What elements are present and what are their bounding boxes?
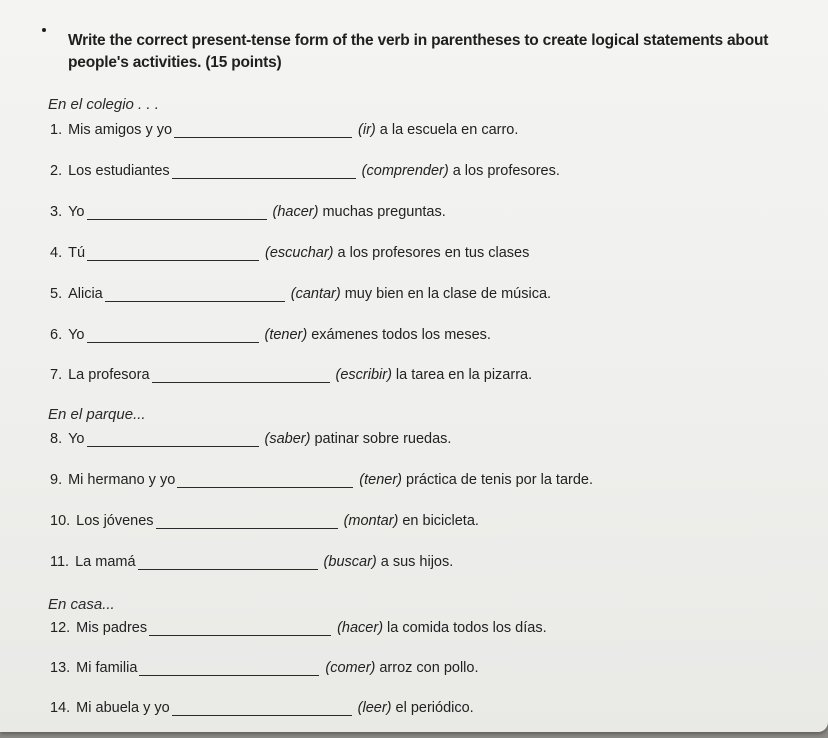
item-number: 13. bbox=[50, 660, 71, 676]
item-rest: muchas preguntas. bbox=[322, 204, 446, 220]
item-rest: a sus hijos. bbox=[380, 554, 454, 570]
item-verb: (montar) bbox=[343, 513, 399, 529]
list-item bbox=[50, 367, 532, 387]
item-subject: Mi familia bbox=[76, 660, 138, 676]
item-rest: a la escuela en carro. bbox=[379, 122, 519, 138]
list-item bbox=[50, 554, 453, 574]
item-number: 5. bbox=[50, 286, 63, 302]
item-rest: muy bien en la clase de música. bbox=[344, 286, 552, 302]
item-verb: (tener) bbox=[264, 327, 308, 343]
item-number: 12. bbox=[50, 620, 71, 636]
item-rest: exámenes todos los meses. bbox=[311, 327, 491, 343]
item-number: 4. bbox=[50, 245, 63, 261]
item-subject: Mis padres bbox=[76, 620, 148, 636]
item-subject: Los jóvenes bbox=[76, 513, 154, 529]
item-verb: (buscar) bbox=[323, 554, 377, 570]
item-verb: (leer) bbox=[357, 700, 392, 716]
item-number: 3. bbox=[50, 204, 63, 220]
list-item bbox=[50, 513, 479, 533]
answer-blank[interactable] bbox=[87, 432, 259, 447]
item-rest: práctica de tenis por la tarde. bbox=[406, 472, 593, 488]
list-item bbox=[50, 286, 551, 306]
list-item bbox=[50, 327, 491, 347]
item-subject: Mi abuela y yo bbox=[76, 700, 170, 716]
item-number: 8. bbox=[50, 431, 63, 447]
item-subject: Mi hermano y yo bbox=[68, 472, 176, 488]
item-rest: el periódico. bbox=[395, 700, 474, 716]
item-number: 11. bbox=[50, 554, 70, 570]
item-subject: La mamá bbox=[75, 554, 136, 570]
answer-blank[interactable] bbox=[87, 205, 267, 220]
item-subject: Alicia bbox=[68, 286, 103, 302]
item-subject: Tú bbox=[68, 245, 86, 261]
instructions-text: Write the correct present-tense form of the verb in parentheses to create logical statements about people's activities. (15 points) bbox=[68, 32, 769, 71]
answer-blank[interactable] bbox=[105, 287, 285, 302]
item-verb: (escuchar) bbox=[265, 245, 334, 261]
list-item bbox=[50, 245, 529, 265]
list-item bbox=[50, 660, 479, 680]
item-verb: (comer) bbox=[325, 660, 376, 676]
item-subject: Mis amigos y yo bbox=[68, 122, 173, 138]
item-number: 14. bbox=[50, 700, 71, 716]
item-verb: (escribir) bbox=[335, 367, 392, 383]
item-rest: arroz con pollo. bbox=[379, 660, 479, 676]
item-verb: (saber) bbox=[264, 431, 311, 447]
item-verb: (tener) bbox=[359, 472, 402, 488]
list-item bbox=[50, 472, 593, 492]
list-item bbox=[50, 431, 451, 451]
item-verb: (cantar) bbox=[290, 286, 341, 302]
item-number: 6. bbox=[50, 327, 63, 343]
answer-blank[interactable] bbox=[87, 246, 259, 261]
list-item bbox=[50, 700, 474, 720]
section-title-casa: En casa... bbox=[48, 596, 115, 613]
item-verb: (hacer) bbox=[337, 620, 384, 636]
answer-blank[interactable] bbox=[177, 473, 353, 488]
bullet-icon bbox=[42, 28, 46, 32]
item-number: 1. bbox=[50, 122, 63, 138]
item-rest: a los profesores. bbox=[452, 163, 560, 179]
answer-blank[interactable] bbox=[172, 164, 356, 179]
item-rest: en bicicleta. bbox=[402, 513, 479, 529]
answer-blank[interactable] bbox=[152, 368, 330, 383]
item-subject: Yo bbox=[68, 327, 85, 343]
item-rest: a los profesores en tus clases bbox=[337, 245, 530, 261]
answer-blank[interactable] bbox=[138, 555, 318, 570]
item-number: 9. bbox=[50, 472, 63, 488]
item-verb: (ir) bbox=[358, 122, 376, 138]
list-item bbox=[50, 122, 518, 142]
list-item bbox=[50, 204, 446, 224]
item-rest: la comida todos los días. bbox=[387, 620, 547, 636]
item-rest: patinar sobre ruedas. bbox=[314, 431, 452, 447]
item-rest: la tarea en la pizarra. bbox=[395, 367, 533, 383]
item-subject: Los estudiantes bbox=[68, 163, 170, 179]
answer-blank[interactable] bbox=[139, 661, 319, 676]
answer-blank[interactable] bbox=[87, 328, 259, 343]
section-title-colegio: En el colegio . . . bbox=[48, 96, 159, 113]
item-subject: Yo bbox=[68, 431, 85, 447]
answer-blank[interactable] bbox=[172, 701, 352, 716]
section-title-parque: En el parque... bbox=[48, 406, 146, 423]
answer-blank[interactable] bbox=[156, 514, 338, 529]
item-subject: La profesora bbox=[68, 367, 150, 383]
item-verb: (hacer) bbox=[272, 204, 319, 220]
answer-blank[interactable] bbox=[149, 621, 331, 636]
list-item bbox=[50, 620, 547, 640]
item-subject: Yo bbox=[68, 204, 85, 220]
item-verb: (comprender) bbox=[361, 163, 449, 179]
answer-blank[interactable] bbox=[174, 123, 352, 138]
item-number: 7. bbox=[50, 367, 63, 383]
list-item bbox=[50, 163, 560, 183]
item-number: 2. bbox=[50, 163, 63, 179]
item-number: 10. bbox=[50, 513, 71, 529]
